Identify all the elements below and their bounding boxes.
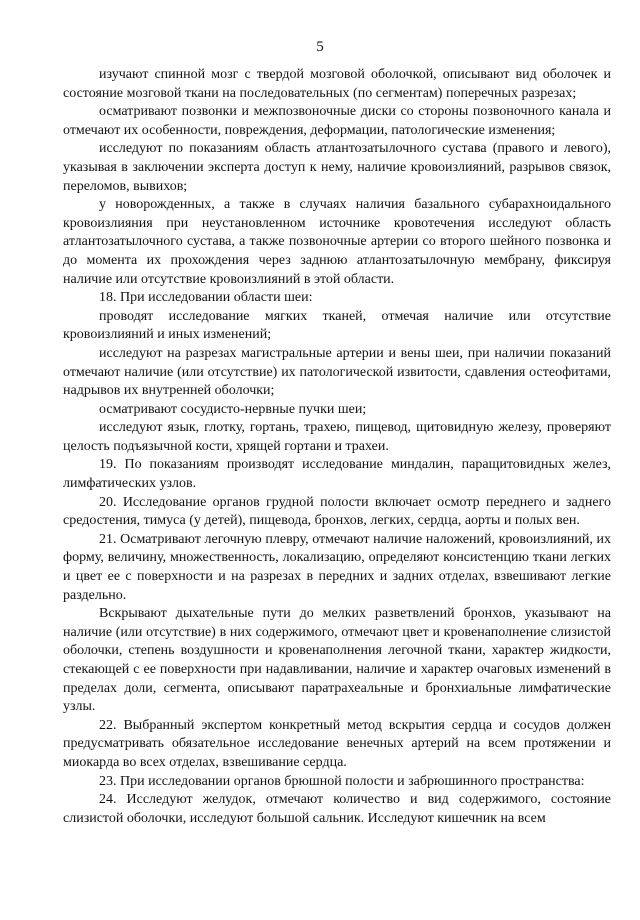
section-heading-18: 18. При исследовании области шеи: <box>99 290 313 306</box>
section-21: 21. Осматривают легочную плевру, отмечают наличие наложений, кровоизлияний, их форму, величину, множественность, локализацию, определяют консистенцию ткани легких и цвет ее с поверхности и на разрезах в передних и задних отделах, взвешивают легкие раздельно. <box>63 531 611 603</box>
section-20: 20. Исследование органов грудной полости включает осмотр переднего и заднего средостения, тимуса (у детей), пищевода, бронхов, легких, сердца, аорты и полых вен. <box>63 494 611 529</box>
paragraph: у новорожденных, а также в случаях наличия базального субарахноидального кровоизлияния при неустановленном источнике кровотечения исследуют область атлантозатылочного сустава, а также позвоночные артерии со второго шейного позвонка и до момента их прохождения через заднюю атлантозатылочную мембрану, фиксируя наличие или отсутствие кровоизлияний в этой области. <box>63 197 611 287</box>
section-19: 19. По показаниям производят исследование миндалин, паращитовидных желез, лимфатических узлов. <box>63 457 611 492</box>
paragraph: осматривают позвонки и межпозвоночные диски со стороны позвоночного канала и отмечают их особенности, повреждения, деформации, патологические изменения; <box>63 104 611 138</box>
section-22: 22. Выбранный экспертом конкретный метод вскрытия сердца и сосудов должен предусматривать обязательное исследование венечных артерий на всем протяжении и миокарда во всех отделах, взвешивание сердца. <box>63 717 611 770</box>
paragraph: исследуют язык, глотку, гортань, трахею, пищевод, щитовидную железу, проверяют целость подъязычной кости, хрящей гортани и трахеи. <box>63 420 611 454</box>
paragraph: изучают спинной мозг с твердой мозговой оболочкой, описывают вид оболочек и состояние мозговой ткани на последовательных (по сегментам) поперечных разрезах; <box>63 67 611 101</box>
paragraph: осматривают сосудисто-нервные пучки шеи; <box>99 401 367 417</box>
section-24: 24. Исследуют желудок, отмечают количество и вид содержимого, состояние слизистой оболочки, исследуют большой сальник. Исследуют кишечник на всем <box>63 792 611 826</box>
paragraph: исследуют на разрезах магистральные артерии и вены шеи, при наличии показаний отмечают наличие (или отсутствие) их патологической извитости, сдавления остеофитами, надрывов их внутренней оболочки; <box>63 345 611 399</box>
paragraph: проводят исследование мягких тканей, отмечая наличие или отсутствие кровоизлияний и иных изменений; <box>63 308 611 343</box>
page-number: 5 <box>316 39 324 55</box>
document-body <box>63 66 611 828</box>
section-23: 23. При исследовании органов брюшной полости и забрюшинного пространства: <box>99 773 585 789</box>
paragraph: исследуют по показаниям область атлантозатылочного сустава (правого и левого), указывая в заключении эксперта доступ к нему, наличие кровоизлияний, разрывов связок, переломов, вывихов; <box>63 141 611 194</box>
paragraph: Вскрывают дыхательные пути до мелких разветвлений бронхов, указывают на наличие (или отсутствие) в них содержимого, отмечают цвет и кровенаполнение слизистой оболочки, степень воздушности и кровенаполнения легочной ткани, характер жидкости, стекающей с ее поверхности при надавливании, наличие и характер очаговых изменений в пределах доли, сегмента, описывают паратрахеальные и бронхиальные лимфатические узлы. <box>63 606 611 715</box>
